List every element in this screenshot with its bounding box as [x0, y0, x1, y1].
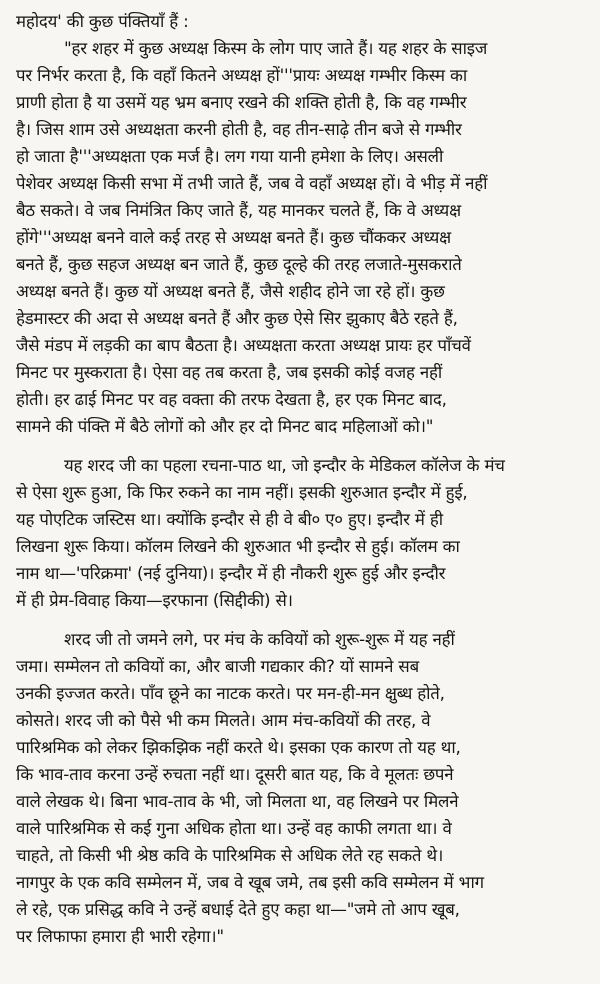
text-line: वाले पारिश्रमिक से कई गुना अधिक होता था। उन्हें वह काफी लगता था। वे: [16, 818, 452, 838]
text-line: नाम था—'परिक्रमा' (नई दुनिया)। इन्दौर में ही नौकरी शुरू हुई और इन्दौर: [16, 563, 446, 583]
text-line: चाहते, तो किसी भी श्रेष्ठ कवि के पारिश्रमिक से अधिक लेते रह सकते थे।: [16, 845, 444, 865]
text-line: हो जाता है'''अध्यक्षता एक मर्ज है। लग गया यानी हमेशा के लिए। असली: [16, 146, 444, 166]
text-line: कि भाव-ताव करना उन्हें रुचता नहीं था। दूसरी बात यह, कि वे मूलतः छपने: [16, 764, 454, 784]
text-line: वाले लेखक थे। बिना भाव-ताव के भी, जो मिलता था, वह लिखने पर मिलने: [16, 791, 459, 811]
text-line: नागपुर के एक कवि सम्मेलन में, जब वे खूब जमे, तब इसी कवि सम्मेलन में भाग: [16, 872, 484, 892]
paragraph: [16, 626, 584, 950]
text-line: कोसते। शरद जी को पैसे भी कम मिलते। आम मंच-कवियों की तरह, वे: [16, 710, 431, 730]
text-line: शरद जी तो जमने लगे, पर मंच के कवियों को शुरू-शुरू में यह नहीं: [64, 629, 455, 649]
text-line: होंगे'''अध्यक्ष बनने वाले कई तरह से अध्यक्ष बनते हैं। कुछ चौंककर अध्यक्ष: [16, 227, 452, 247]
text-line: में ही प्रेम-विवाह किया—इरफाना (सिद्दीकी) से।: [16, 590, 293, 610]
text-line: बनते हैं, कुछ सहज अध्यक्ष बन जाते हैं, कुछ दूल्हे की तरह लजाते-मुसकराते: [16, 254, 462, 274]
text-line: से ऐसा शुरू हुआ, कि फिर रुकने का नाम नहीं। इसकी शुरुआत इन्दौर में हुई,: [16, 482, 468, 502]
text-line: हेडमास्टर की अदा से अध्यक्ष बनते हैं और कुछ ऐसे सिर झुकाए बैठे रहते हैं,: [16, 308, 458, 328]
text-line: होती। हर ढाई मिनट पर वह वक्ता की तरफ देखता है, हर एक मिनट बाद,: [16, 389, 447, 409]
paragraphs: [16, 35, 584, 950]
paragraph: [16, 452, 584, 614]
text-line: प्राणी होता है या उसमें यह भ्रम बनाए रखने की शक्ति होती है, कि वह गम्भीर: [16, 92, 467, 112]
text-line: बैठ सकते। वे जब निमंत्रित किए जाते हैं, यह मानकर चलते हैं, कि वे अध्यक्ष: [16, 200, 461, 220]
text-body: [16, 8, 584, 950]
text-line: "हर शहर में कुछ अध्यक्ष किस्म के लोग पाए जाते हैं। यह शहर के साइज: [64, 38, 488, 58]
text-line: पर निर्भर करता है, कि वहाँ कितने अध्यक्ष हों'''प्रायः अध्यक्ष गम्भीर किस्म का: [16, 65, 467, 85]
text-line: पारिश्रमिक को लेकर झिकझिक नहीं करते थे। इसका एक कारण तो यह था,: [16, 737, 461, 757]
text-line: पर लिफाफा हमारा ही भारी रहेगा।": [16, 926, 224, 946]
text-line: सामने की पंक्ति में बैठे लोगों को और हर दो मिनट बाद महिलाओं को।": [16, 416, 434, 436]
text-line: जैसे मंडप में लड़की का बाप बैठता है। अध्यक्षता करता अध्यक्ष प्रायः हर पाँचवें: [16, 335, 471, 355]
paragraph: [16, 35, 584, 440]
text-line: उनकी इज्जत करते। पाँव छूने का नाटक करते। पर मन-ही-मन क्षुब्ध होते,: [16, 683, 445, 703]
text-line: जमा। सम्मेलन तो कवियों का, और बाजी गद्यकार की? यों सामने सब: [16, 656, 419, 676]
text-line: लिखना शुरू किया। कॉलम लिखने की शुरुआत भी इन्दौर से हुई। कॉलम का: [16, 536, 460, 556]
text-line: यह पोएटिक जस्टिस था। क्योंकि इन्दौर से ही वे बी० ए० हुए। इन्दौर में ही: [16, 509, 443, 529]
text-line: है। जिस शाम उसे अध्यक्षता करनी होती है, वह तीन-साढ़े तीन बजे से गम्भीर: [16, 119, 462, 139]
heading-line: महोदय' की कुछ पंक्तियाँ हैं :: [16, 11, 189, 31]
text-line: यह शरद जी का पहला रचना-पाठ था, जो इन्दौर के मेडिकल कॉलेज के मंच: [64, 455, 505, 475]
text-line: अध्यक्ष बनते हैं। कुछ यों अध्यक्ष बनते हैं, जैसे शहीद होने जा रहे हों। कुछ: [16, 281, 445, 301]
text-line: मिनट पर मुस्कराता है। ऐसा वह तब करता है, जब इसकी कोई वजह नहीं: [16, 362, 442, 382]
text-line: ले रहे, एक प्रसिद्ध कवि ने उन्हें बधाई देते हुए कहा था—"जमे तो आप खूब,: [16, 899, 460, 919]
text-line: पेशेवर अध्यक्ष किसी सभा में तभी जाते हैं, जब वे वहाँ अध्यक्ष हों। वे भीड़ में नहीं: [16, 173, 488, 193]
